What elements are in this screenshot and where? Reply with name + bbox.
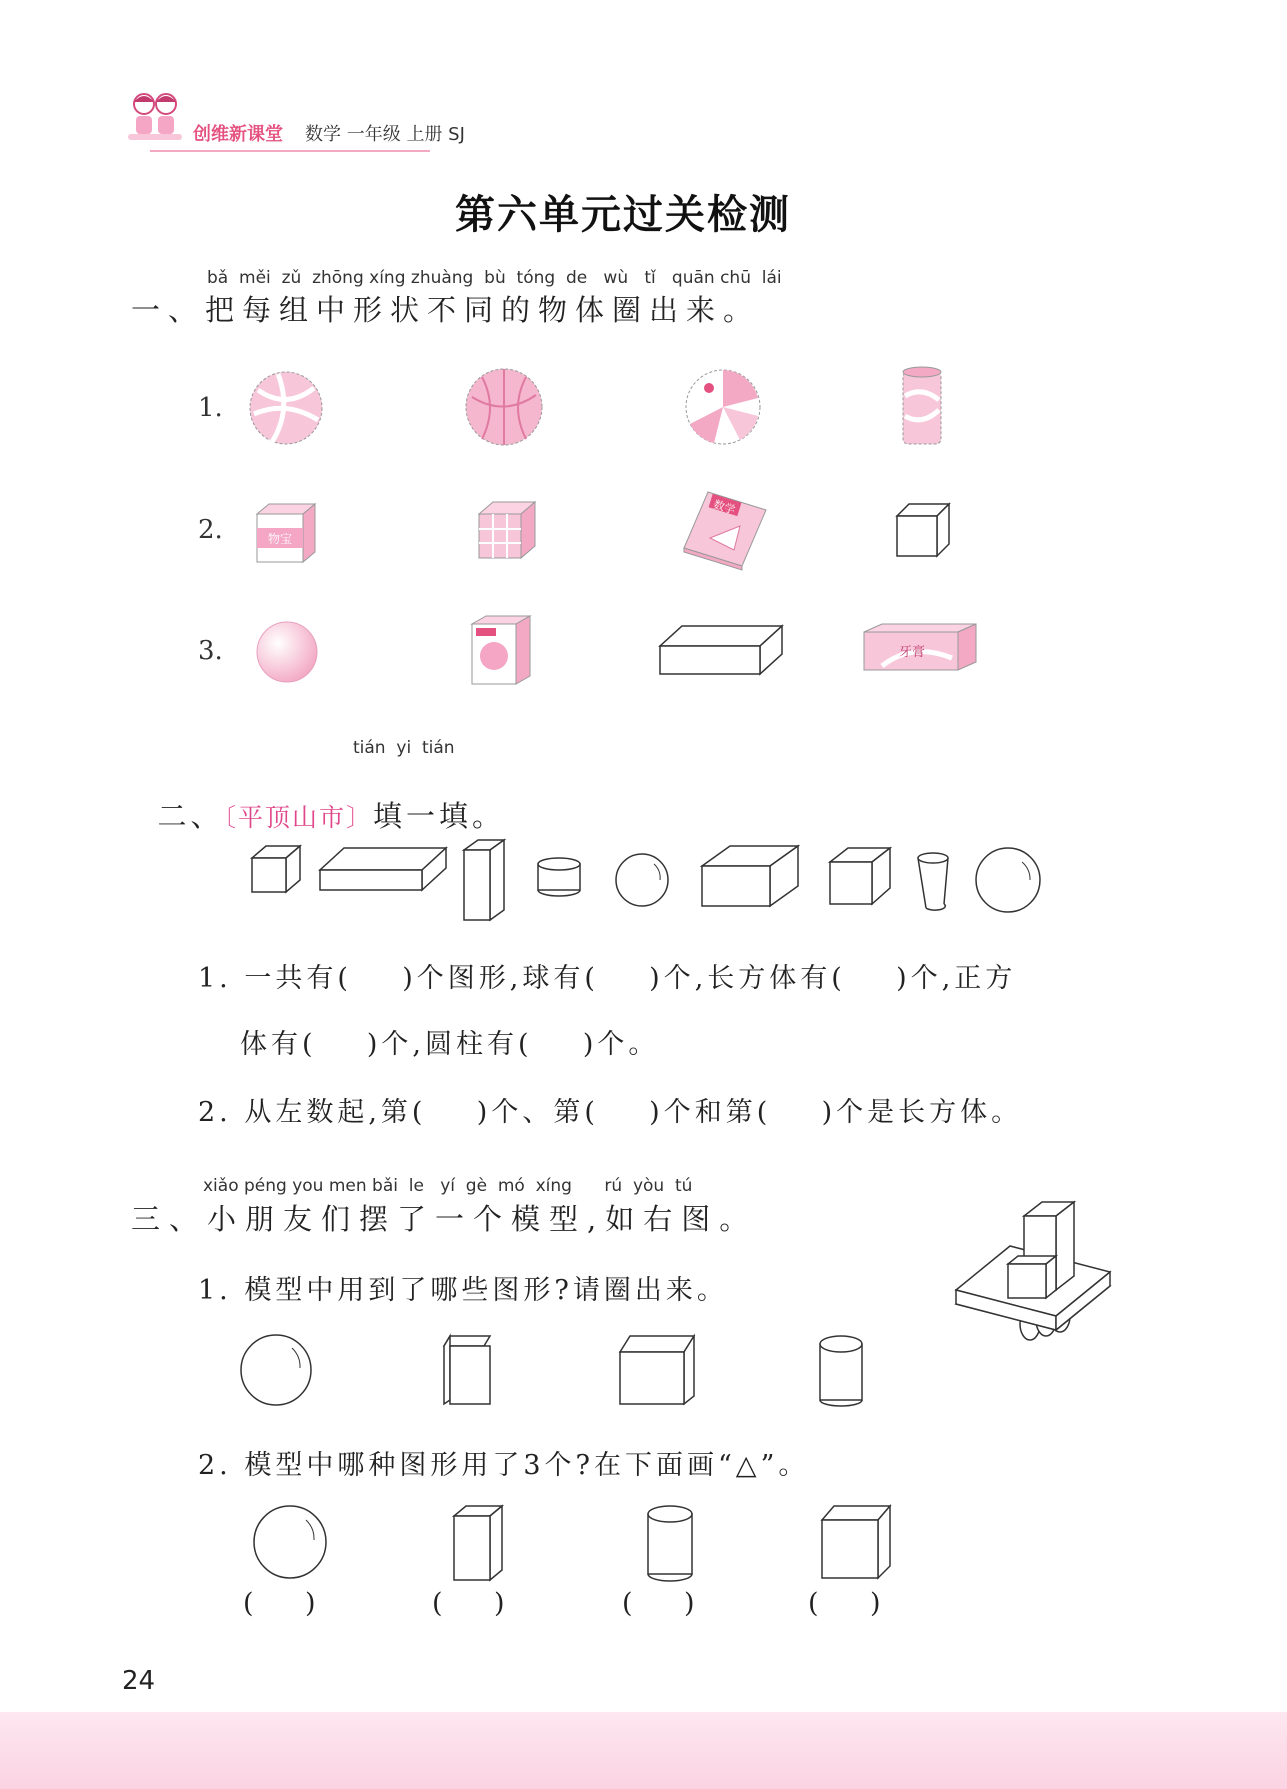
section2-pinyin: tián yi tián (353, 738, 455, 758)
toothpaste-label: 牙膏 (898, 645, 926, 660)
page-title: 第六单元过关检测 (455, 192, 791, 238)
cube-outline-icon[interactable] (895, 502, 951, 558)
page-number: 24 (122, 1666, 156, 1696)
q2-sphere (254, 1506, 326, 1578)
answer-blank-3[interactable]: ( ) (622, 1588, 695, 1619)
q1-cylinder[interactable] (820, 1336, 862, 1406)
model-figure (952, 1200, 1114, 1360)
rubiks-cube-icon[interactable] (477, 500, 537, 560)
answer-blank-2[interactable]: ( ) (432, 1588, 505, 1619)
volleyball-icon[interactable] (248, 370, 324, 446)
answer-blank-4[interactable]: ( ) (808, 1588, 881, 1619)
shape-cube-1 (252, 846, 300, 892)
shapes-row (250, 838, 1090, 922)
shape-sphere-2 (976, 848, 1040, 912)
section3-pinyin: xiǎo péng you men bǎi le yí gè mó xíng rú yòu tú (203, 1176, 693, 1196)
kids-logo-icon (126, 88, 186, 148)
section3-q2: 2. 模型中哪种图形用了3个?在下面画“△”。 (198, 1450, 810, 1481)
header-logo (126, 88, 186, 148)
section2-q2: 2. 从左数起,第( )个、第( )个和第( )个是长方体。 (198, 1097, 1023, 1128)
q2-cylinder (648, 1506, 692, 1581)
gift-box-icon[interactable] (253, 500, 319, 564)
soda-can-icon[interactable] (901, 366, 943, 448)
basketball-icon[interactable] (464, 367, 544, 447)
row-number: 2. (198, 515, 223, 545)
q1-cuboid[interactable] (444, 1336, 490, 1404)
section1-heading: 一、把每组中形状不同的物体圈出来。 (131, 293, 761, 327)
q2-shapes (250, 1502, 900, 1582)
shape-cuboid-3 (702, 846, 798, 906)
beach-ball-icon[interactable] (684, 368, 762, 446)
pink-ball-icon[interactable] (255, 620, 319, 684)
milk-carton-icon[interactable] (470, 614, 534, 686)
answer-blank-1[interactable]: ( ) (243, 1588, 316, 1619)
book-info: 数学 一年级 上册 SJ (305, 124, 465, 145)
book-label: 数学 (711, 497, 737, 517)
toothpaste-box-icon[interactable] (862, 622, 980, 674)
shape-sphere-1 (616, 854, 668, 906)
q2-cuboid (454, 1506, 502, 1580)
section3-q1: 1. 模型中用到了哪些图形?请圈出来。 (198, 1275, 728, 1306)
footer-band (0, 1712, 1287, 1789)
section1-pinyin: bǎ měi zǔ zhōng xíng zhuàng bù tóng de wù tǐ quān chū lái (207, 268, 782, 288)
section3-heading: 三、小朋友们摆了一个模型,如右图。 (131, 1202, 758, 1236)
region-tag: 〔平顶山市〕 (223, 803, 373, 832)
shape-cube-2 (830, 848, 890, 904)
header-rule (150, 150, 430, 152)
brand-name: 创维新课堂 (193, 124, 283, 145)
row-number: 1. (198, 393, 223, 423)
cuboid-outline-icon[interactable] (658, 622, 786, 678)
box-label: 物宝 (267, 532, 293, 546)
shape-cuboid-2 (464, 840, 504, 920)
section2-q1-line2: 体有( )个,圆柱有( )个。 (240, 1029, 660, 1060)
q1-cube[interactable] (620, 1336, 694, 1404)
row-number: 3. (198, 636, 223, 666)
math-book-icon[interactable] (682, 490, 768, 570)
shape-cylinder-1 (538, 858, 580, 896)
section2-title: 填一填。 (372, 799, 505, 833)
q1-shapes (238, 1332, 878, 1406)
shape-cuboid-1 (320, 848, 446, 890)
shape-cylinder-2 (918, 853, 948, 910)
section2-q1-line1: 1. 一共有( )个图形,球有( )个,长方体有( )个,正方 (198, 963, 1017, 994)
section2-heading (131, 760, 505, 835)
q1-sphere[interactable] (241, 1335, 311, 1405)
section2-prefix: 二、 (157, 799, 224, 833)
q2-cube (822, 1506, 890, 1578)
